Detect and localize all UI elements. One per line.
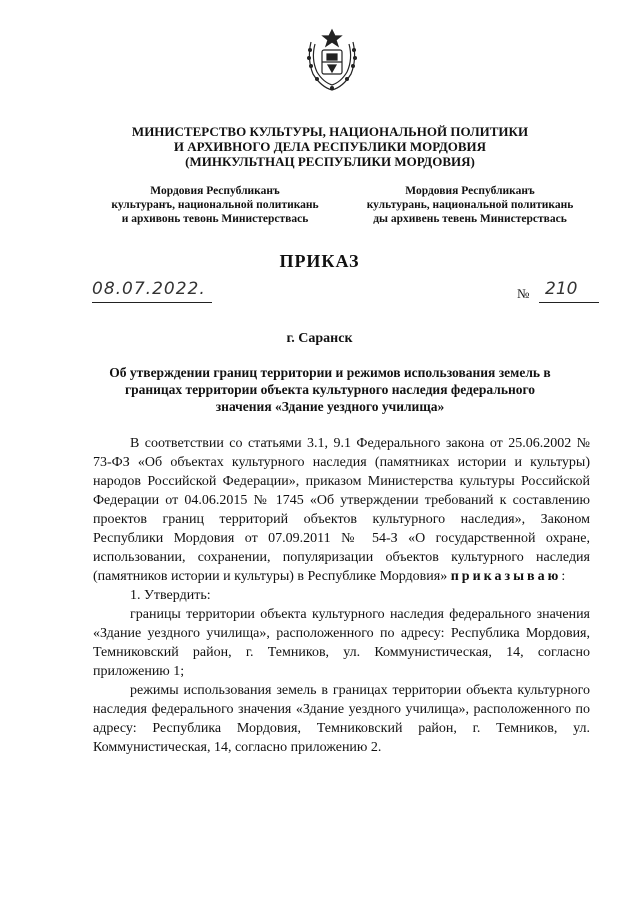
order-subject [100, 364, 560, 415]
item-1-heading: 1. Утвердить: [130, 588, 211, 603]
subject-line: границах территории объекта культурного наследия федерального [124, 382, 536, 397]
erzya-line: культуранъ, национальной политикань [111, 199, 319, 211]
city: г. Саранск [286, 331, 353, 346]
moksha-line: ды архивень тевень Министерствась [373, 213, 567, 225]
order-title: ПРИКАЗ [279, 251, 360, 271]
moksha-line: культурань, национальной политикань [366, 199, 574, 211]
order-body [93, 434, 590, 757]
order-number [517, 279, 599, 303]
ministry-line: МИНИСТЕРСТВО КУЛЬТУРЫ, НАЦИОНАЛЬНОЙ ПОЛИТИКИ [131, 124, 529, 139]
ministry-name [60, 124, 600, 169]
number-sign: № [517, 286, 530, 301]
item-1-boundaries: границы территории объекта культурного наследия федерального значения «Здание уездного училища», расположенного по адресу: Республика Мордовия, Темниковский район, г. Темников, ул. Коммунистическая, 14, согласно приложению 1; [93, 607, 590, 679]
ministry-name-moksha [345, 184, 595, 226]
coat-of-arms-icon [301, 24, 363, 94]
order-number-value: 210 [545, 279, 578, 299]
order-keyword: приказываю [450, 569, 562, 584]
subject-line: Об утверждении границ территории и режимов использования земель в [109, 365, 551, 380]
ministry-name-erzya [90, 184, 340, 226]
number-underline [539, 302, 599, 303]
preamble-text: В соответствии со статьями 3.1, 9.1 Федерального закона от 25.06.2002 № 73-ФЗ «Об объектах культурного наследия (памятниках истории и культуры) народов Российской Федерации», приказом Министерства культуры Российской Федерации от 04.06.2015 № 1745 «Об утверждении требований к составлению проектов границ территорий объектов культурного наследия», Законом Республики Мордовия от 07.09.2011 № 54-З «О государственной охране, использовании, сохранении, популяризации объектов культурного наследия (памятников истории и культуры) в Республике Мордовия» [93, 436, 590, 584]
erzya-line: Мордовия Республиканъ [150, 185, 280, 197]
moksha-line: Мордовия Республиканъ [405, 185, 535, 197]
erzya-line: и архивонь тевонь Министерствась [121, 213, 309, 225]
date-underline [92, 302, 212, 303]
ministry-line: И АРХИВНОГО ДЕЛА РЕСПУБЛИКИ МОРДОВИЯ [173, 139, 487, 154]
order-date [92, 279, 212, 303]
order-date-value: 08.07.2022. [92, 279, 206, 299]
item-1-regimes: режимы использования земель в границах территории объекта культурного наследия федерального значения «Здание уездного училища», расположенного по адресу: Республика Мордовия, Темниковский район, г. Темников, ул. Коммунистическая, 14, согласно приложению 2. [93, 683, 590, 755]
preamble-paragraph [93, 434, 590, 586]
preamble-colon: : [561, 569, 566, 584]
ministry-line: (МИНКУЛЬТНАЦ РЕСПУБЛИКИ МОРДОВИЯ) [185, 154, 475, 169]
subject-line: значения «Здание уездного училища» [215, 399, 445, 414]
